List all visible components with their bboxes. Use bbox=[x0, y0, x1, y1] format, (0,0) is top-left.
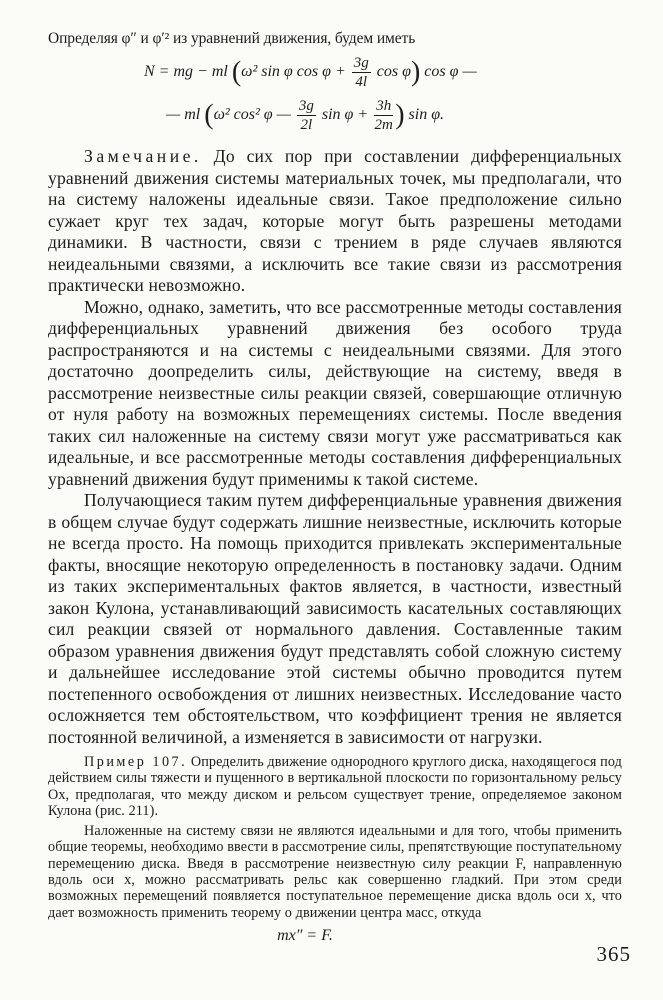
eq2-frac2-den: 2m bbox=[374, 117, 393, 133]
eq2-fraction-2 bbox=[374, 97, 393, 134]
equation-normal-force-line1 bbox=[144, 54, 622, 91]
example-solution: Наложенные на систему связи не являются идеальными и для того, чтобы применить общие теоремы, необходимо ввести в рассмотрение силы, препятствующие поступательному перемещению диска. Введя в рассмотрение неизвестную силу реакции F, направленную вдоль оси x, можно рассматривать рельс как совершенно гладкий. При этом среди возможных перемещений появляется поступательное перемещение диска вдоль оси x, что дает возможность применить теорему о движении центра масс, откуда bbox=[48, 823, 622, 921]
eq2-frac1-num: 3g bbox=[298, 98, 314, 114]
paren-open: ( bbox=[204, 99, 214, 131]
paragraph-2: Можно, однако, заметить, что все рассмотренные методы составления дифференциальных уравнений движения без особого труда распространяются и на системы с неидеальными связями. Для этого достаточно доопределить силы, действующие на систему, введя в рассмотрение неизвестные силы реакции связей, совершающие отличную от нуля работу на возможных перемещениях системы. После введения таких сил наложенные на систему связи могут уже рассматриваться как идеальные, и все рассмотренные методы составления дифференциальных уравнений движения будут применимы к такой системе. bbox=[48, 296, 622, 489]
example-text: Определить движение однородного круглого диска, находящегося под действием силы тяжести и пущенного в вертикальной плоскости по горизонтальному рельсу Ox, предполагая, что между диском и рельсом существует трение, определяемое законом Кулона (рис. 211). bbox=[48, 754, 622, 819]
remark-paragraph bbox=[48, 146, 622, 297]
eq2-tail: sin φ. bbox=[408, 106, 445, 124]
eq1-tail: cos φ — bbox=[424, 63, 477, 81]
eq2-fraction-1 bbox=[297, 97, 316, 134]
intro-line: Определяя φ″ и φ′² из уравнений движения, будем иметь bbox=[48, 30, 416, 47]
remark-text: До сих пор при составлении дифференциальных уравнений движения системы материальных точек, мы предполагали, что на систему наложены идеальные связи. Такое предположение сильно сужает круг тех задач, которые могут быть разрешены методами динамики. В частности, связи с трением в ряде случаев являются неидеальными связями, а исключить все такие связи из рассмотрения практически невозможно. bbox=[48, 146, 622, 295]
eq1-frac-num: 3g bbox=[353, 55, 369, 71]
example-label: Пример 107. bbox=[84, 754, 188, 770]
eq2-inner-a: ω² cos² φ — bbox=[213, 106, 291, 124]
eq1-lhs: N = mg − ml bbox=[144, 63, 228, 81]
example-statement bbox=[48, 754, 622, 819]
paren-open: ( bbox=[231, 56, 242, 88]
remark-label: Замечание. bbox=[84, 146, 202, 166]
eq1-frac-den: 4l bbox=[355, 74, 368, 90]
page-number: 365 bbox=[596, 942, 631, 966]
eq1-fraction bbox=[352, 54, 371, 91]
eq2-mid: sin φ + bbox=[321, 106, 369, 124]
eq1-inner-b: cos φ bbox=[376, 63, 411, 81]
eq1-inner-a: ω² sin φ cos φ + bbox=[241, 63, 346, 81]
paren-close: ) bbox=[395, 99, 405, 131]
eq2-lhs: — ml bbox=[166, 106, 201, 124]
page-content bbox=[48, 30, 622, 945]
eq2-frac1-den: 2l bbox=[300, 117, 313, 133]
final-equation: mx″ = F. bbox=[277, 926, 333, 944]
paren-close: ) bbox=[410, 56, 421, 88]
paragraph-3: Получающиеся таким путем дифференциальные уравнения движения в общем случае будут содержать лишние неизвестные, исключить которые не всегда просто. На помощь приходится привлекать экспериментальные факты, вносящие некоторую определенность в постановку задачи. Одним из таких экспериментальных фактов является, в частности, известный закон Кулона, устанавливающий зависимость касательных составляющих сил реакции связей от нормального давления. Составленные таким образом уравнения движения будут представлять собой сложную систему и дальнейшее исследование этой системы обычно проводится путем постепенного освобождения от лишних неизвестных. Исследование часто осложняется тем обстоятельством, что коэффициент трения не является постоянной величиной, а изменяется в зависимости от нагрузки. bbox=[48, 490, 622, 747]
eq2-frac2-num: 3h bbox=[376, 98, 392, 114]
equation-normal-force-line2 bbox=[166, 97, 622, 134]
